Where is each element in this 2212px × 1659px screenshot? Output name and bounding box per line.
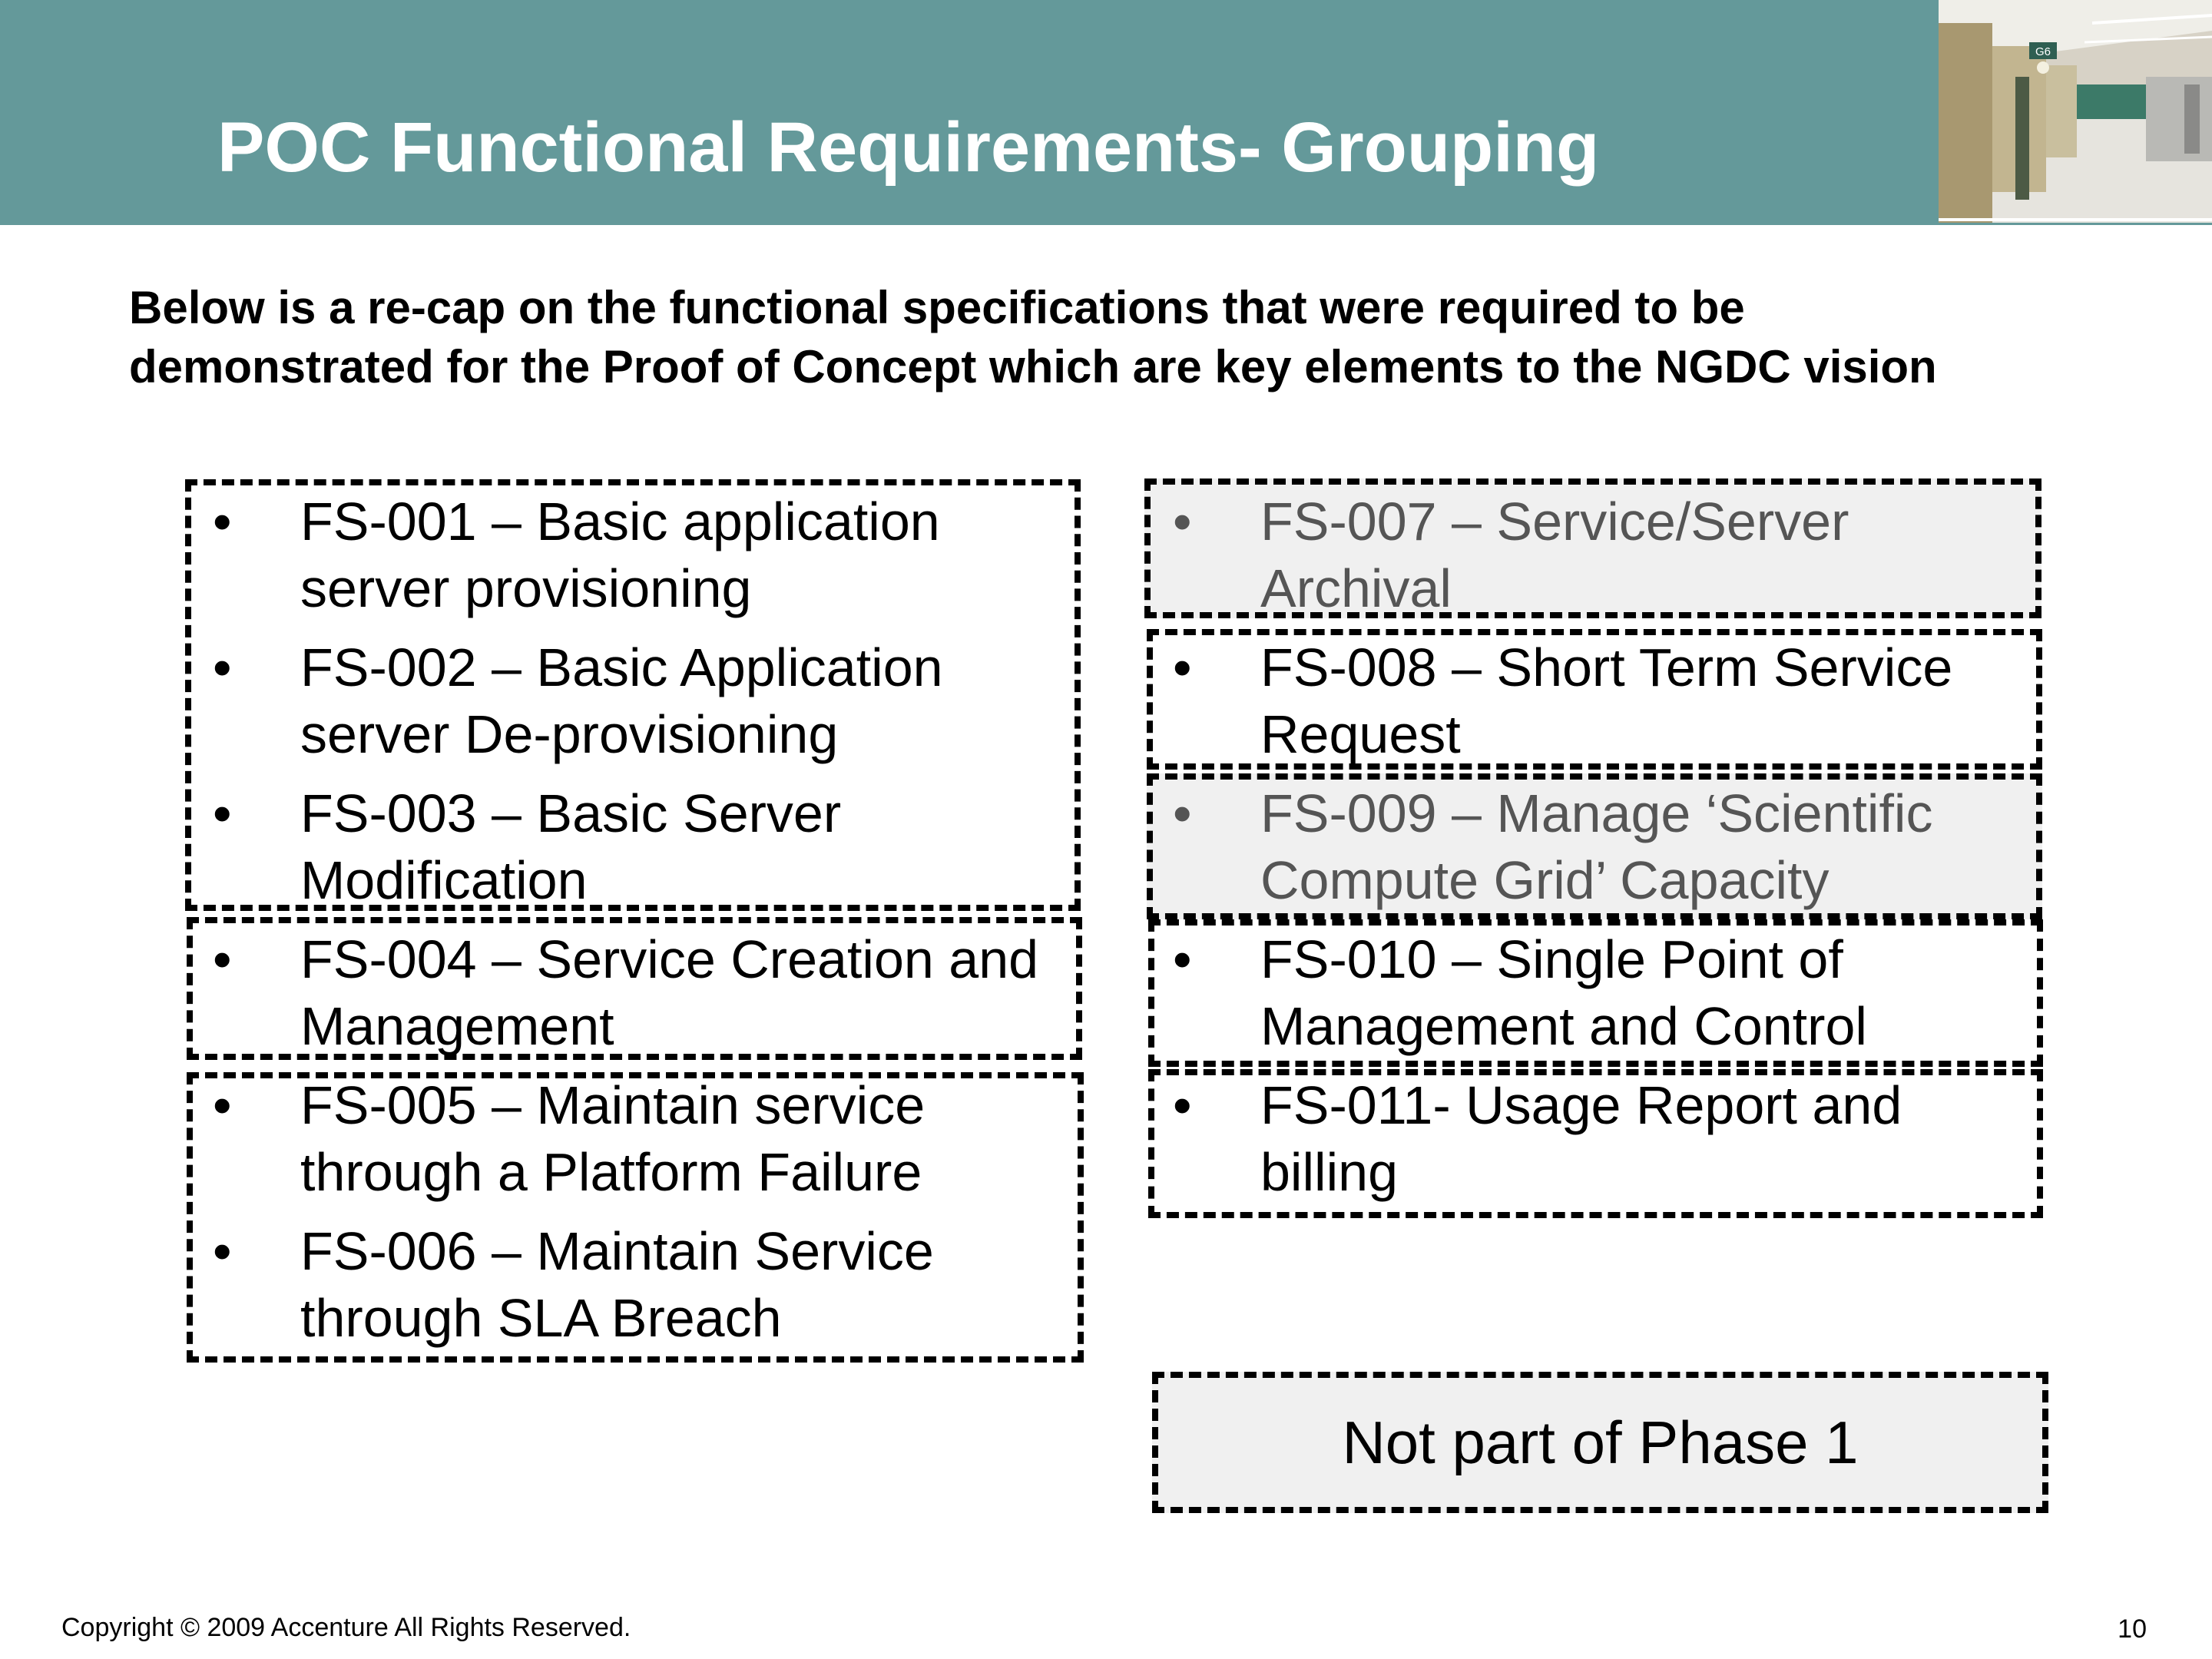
item-line: through SLA Breach xyxy=(300,1288,782,1348)
list-item xyxy=(960,780,1952,914)
item-line: through a Platform Failure xyxy=(300,1142,922,1202)
bullet: • xyxy=(213,929,232,989)
bullet: • xyxy=(1173,1075,1192,1135)
list-item xyxy=(0,634,1038,768)
item-line: Management xyxy=(300,996,614,1056)
list-item xyxy=(0,926,1038,1060)
bullet: • xyxy=(213,1075,232,1135)
bullet: • xyxy=(1173,783,1192,843)
page-number: 10 xyxy=(2118,1614,2147,1644)
intro-line-2: demonstrated for the Proof of Concept which are key elements to the NGDC vision xyxy=(129,341,1937,392)
bullet: • xyxy=(1173,637,1192,697)
item-line: FS-002 – Basic Application xyxy=(300,637,943,697)
intro-line-1: Below is a re-cap on the functional specifications that were required to be xyxy=(129,282,1745,333)
left-requirements-list xyxy=(0,488,1038,1364)
bullet: • xyxy=(213,783,232,843)
intro-text xyxy=(129,278,2164,396)
item-line: FS-010 – Single Point of xyxy=(1260,929,1843,989)
list-item xyxy=(0,1072,1038,1206)
bullet: • xyxy=(213,1221,232,1281)
item-line: server De-provisioning xyxy=(300,704,839,764)
item-line: FS-009 – Manage ‘Scientific xyxy=(1260,783,1933,843)
item-line: FS-011- Usage Report and xyxy=(1260,1075,1902,1135)
item-line: FS-004 – Service Creation and xyxy=(300,929,1039,989)
list-item xyxy=(0,488,1038,622)
item-line: FS-005 – Maintain service xyxy=(300,1075,926,1135)
item-line: Compute Grid’ Capacity xyxy=(1260,850,1830,910)
legend-label: Not part of Phase 1 xyxy=(1342,1408,1859,1476)
bullet: • xyxy=(1173,929,1192,989)
item-line: FS-001 – Basic application xyxy=(300,492,940,551)
bullet: • xyxy=(213,492,232,551)
list-item xyxy=(0,1218,1038,1352)
item-line: Modification xyxy=(300,850,588,910)
item-line: server provisioning xyxy=(300,558,752,618)
item-line: FS-006 – Maintain Service xyxy=(300,1221,934,1281)
item-line: FS-003 – Basic Server xyxy=(300,783,842,843)
item-line: Management and Control xyxy=(1260,996,1867,1056)
list-item xyxy=(960,1072,1952,1206)
item-line: FS-008 – Short Term Service xyxy=(1260,637,1953,697)
bullet: • xyxy=(213,637,232,697)
list-item xyxy=(960,488,1952,622)
item-line: Archival xyxy=(1260,558,1452,618)
legend-box xyxy=(1152,1372,2048,1513)
right-requirements-list xyxy=(960,488,1952,1218)
item-line: Request xyxy=(1260,704,1461,764)
list-item xyxy=(960,634,1952,768)
bullet: • xyxy=(1173,492,1192,551)
slide-title: POC Functional Requirements- Grouping xyxy=(217,108,1600,187)
list-item xyxy=(960,926,1952,1060)
corridor-photo xyxy=(1939,0,2212,223)
item-line: FS-007 – Service/Server xyxy=(1260,492,1849,551)
photo-sign-text: G6 xyxy=(2035,45,2051,58)
list-item xyxy=(0,780,1038,914)
copyright-text: Copyright © 2009 Accenture All Rights Reserved. xyxy=(61,1613,631,1642)
item-line: billing xyxy=(1260,1142,1398,1202)
